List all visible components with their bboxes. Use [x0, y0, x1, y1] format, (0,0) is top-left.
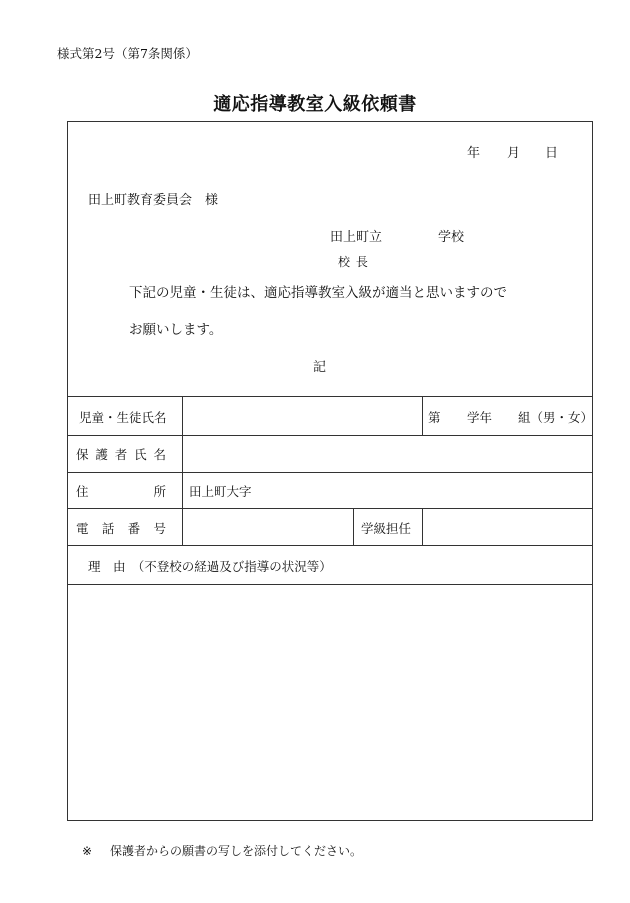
form-frame	[67, 121, 593, 821]
note-text: 保護者からの願書の写しを添付してください。	[110, 844, 363, 858]
class-gender-label: 組（男・女）	[518, 410, 594, 425]
phone-number-field[interactable]	[183, 509, 352, 544]
form-number: 様式第2号（第7条関係）	[57, 46, 198, 61]
request-text-line-2: お願いします。	[129, 322, 223, 338]
grade-dai-label: 第	[428, 410, 441, 425]
grade-nen-label: 学年	[467, 410, 493, 425]
note-mark: ※	[82, 844, 93, 858]
row-divider	[68, 545, 592, 546]
guardian-name-label: 保 護 者 氏 名	[76, 447, 166, 462]
student-name-field[interactable]	[183, 397, 421, 434]
grade-column-divider	[422, 396, 423, 435]
school-prefix: 田上町立	[330, 230, 383, 245]
addressee: 田上町教育委員会 様	[88, 193, 219, 208]
document-title: 適応指導教室入級依頼書	[213, 94, 417, 115]
student-name-label: 児童・生徒氏名	[79, 410, 167, 425]
guardian-name-field[interactable]	[183, 436, 591, 471]
school-suffix: 学校	[438, 230, 465, 245]
address-field[interactable]: 田上町大字	[189, 484, 252, 499]
date-month-label: 月	[507, 146, 521, 161]
school-line	[330, 226, 464, 245]
phone-number-label: 電 話 番 号	[76, 521, 166, 536]
ki-heading: 記	[313, 360, 327, 375]
request-text-line-1: 下記の児童・生徒は、適応指導教室入級が適当と思いますので	[129, 285, 507, 301]
date-day-label: 日	[545, 146, 559, 161]
homeroom-teacher-field[interactable]	[423, 509, 591, 544]
reason-label: 理 由 （不登校の経過及び指導の状況等）	[88, 559, 332, 574]
reason-field[interactable]	[68, 585, 592, 820]
date-year-label: 年	[467, 146, 481, 161]
homeroom-column-divider	[353, 508, 354, 545]
address-label: 住 所	[76, 484, 166, 499]
row-divider	[68, 472, 592, 473]
homeroom-teacher-label: 学級担任	[361, 521, 412, 536]
date-line	[467, 142, 558, 161]
principal-label: 校 長	[338, 255, 369, 269]
footnote	[82, 842, 362, 859]
